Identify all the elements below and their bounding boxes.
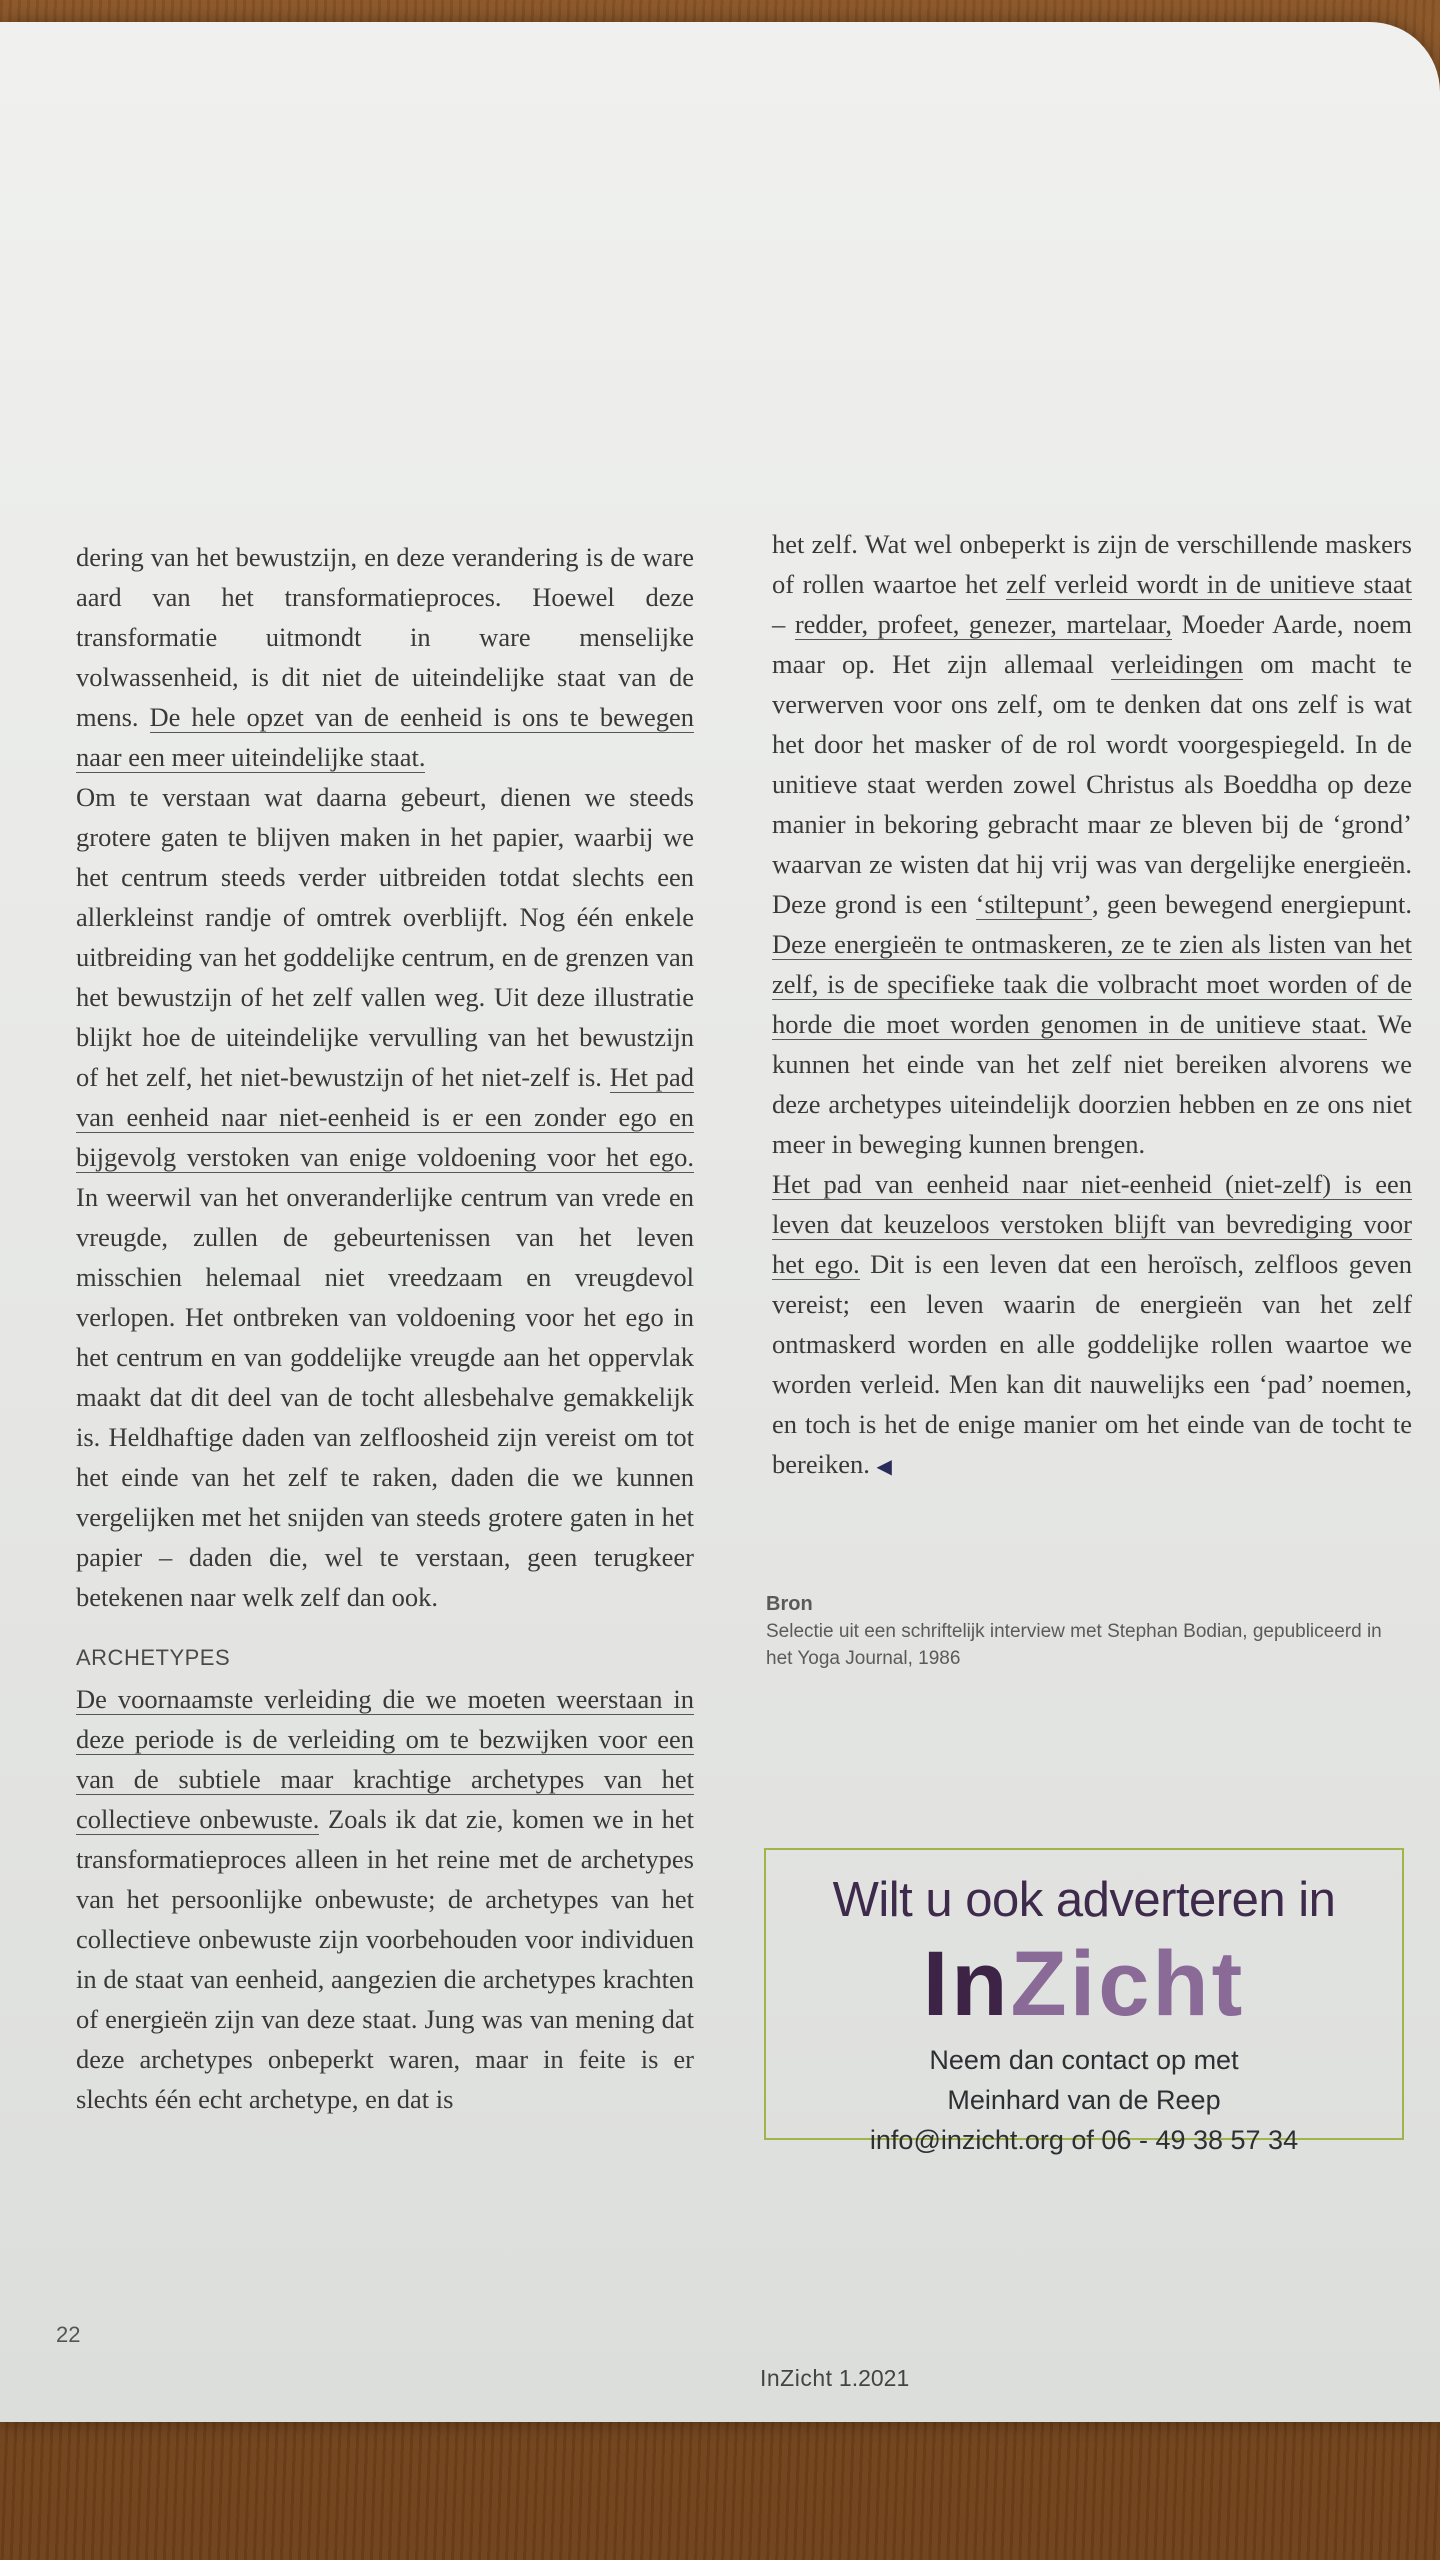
ad-contact (766, 2040, 1402, 2160)
text: – (772, 609, 795, 639)
right-column (772, 524, 1412, 1487)
text: We kunnen het einde van het zelf niet bereiken alvorens we deze archetypes uiteindelijk doorzien hebben en ze ons niet meer in beweging kunnen brengen. (772, 1009, 1412, 1159)
underlined-text: Het pad van eenheid naar niet-eenheid is er een zonder ego en bijgevolg verstoken van enige voldoening voor het ego. (76, 1062, 694, 1172)
ad-contact-name: Meinhard van de Reep (947, 2085, 1221, 2115)
source-text: Selectie uit een schriftelijk interview met Stephan Bodian, gepubliceerd in het Yoga Journal, 1986 (766, 1621, 1382, 1669)
text: Zoals ik dat zie, komen we in het transformatieproces alleen in het reine met de archetypes van het persoonlijke onbewuste; de archetypes van het collectieve onbewuste zijn voorbehouden voor individuen in de staat van eenheid, aangezien die archetypes krachten of energieën zijn van deze staat. Jung was van mening dat deze archetypes onbeperkt waren, maar in feite is er slechts één echt archetype, en dat is (76, 1804, 694, 2114)
text: dering van het bewustzijn, en deze verandering is de ware aard van het transformatieproces. Hoewel deze transformatie uitmondt in ware menselijke volwassenheid, is dit niet de uiteindelijke staat van de mens. (76, 542, 694, 732)
text: In weerwil van het onveranderlijke centrum van vrede en vreugde, zullen de gebeurtenissen van het leven misschien helemaal niet vreedzaam en vreugdevol verlopen. Het ontbreken van voldoening voor het ego in het centrum en van goddelijke vreugde aan het oppervlak maakt dat dit deel van de tocht allesbehalve gemakkelijk is. Heldhaftige daden van zelfloosheid zijn vereist om tot het einde van het zelf te raken, daden die we kunnen vergelijken met het snijden van steeds grotere gaten in het papier – daden die, wel te verstaan, geen terugkeer betekenen naar welk zelf dan ook. (76, 1182, 694, 1612)
text: om macht te verwerven voor ons zelf, om te denken dat ons zelf is wat het door het masker of de rol wordt voorgespiegeld. In de unitieve staat werden zowel Christus als Boeddha op deze manier in bekoring gebracht maar ze bleven bij de ‘grond’ waarvan ze wisten dat hij vrij was van dergelijke energieën. Deze grond is een (772, 649, 1412, 919)
page-number: 22 (56, 2322, 81, 2347)
paragraph (772, 524, 1412, 1164)
end-mark-icon: ◀ (876, 1456, 892, 1478)
footer-issue-number: 1.2021 (838, 2365, 910, 2391)
underlined-text: redder, profeet, genezer, martelaar, (794, 609, 1173, 639)
ad-headline: Wilt u ook adverteren in (832, 1873, 1336, 1927)
brand-logo (766, 1934, 1402, 2034)
text: Om te verstaan wat daarna gebeurt, dienen we steeds grotere gaten te blijven maken in het papier, waarbij we het centrum steeds verder uitbreiden totdat slechts een allerkleinst randje of omtrek overblijft. Nog één enkele uitbreiding van het goddelijke centrum, en de grenzen van het bewustzijn of het zelf vallen weg. Uit deze illustratie blijkt hoe de uiteindelijke vervulling van het bewustzijn of het zelf, het niet-bewustzijn of het niet-zelf is. (76, 782, 694, 1092)
footer-magazine: InZicht (760, 2365, 833, 2391)
text: het zelf. Wat wel onbeperkt is zijn de verschillende maskers of rollen waartoe het (772, 529, 1412, 599)
brand-logo-part: Zicht (1010, 1933, 1246, 2035)
underlined-text: De hele opzet van de eenheid is ons te bewegen naar een meer uiteindelijke staat. (76, 702, 695, 772)
underlined-text: verleidingen (1110, 649, 1244, 679)
footer-issue (760, 2365, 909, 2392)
paragraph (76, 777, 694, 1617)
section-heading: ARCHETYPES (76, 1645, 231, 1670)
underlined-text: Deze energieën te ontmaskeren, ze te zien als listen van het zelf, is de specifieke taak die volbracht moet worden of de horde die moet worden genomen in de unitieve staat. (772, 929, 1412, 1039)
source-credit (766, 1590, 1386, 1672)
underlined-text: zelf verleid wordt in de unitieve staat (1006, 569, 1412, 599)
underlined-text: Het pad van eenheid naar niet-eenheid (niet-zelf) is een leven dat keuzeloos verstoken blijft van bevrediging voor het ego. (772, 1169, 1412, 1279)
underlined-text: De voornaamste verleiding die we moeten weerstaan in deze periode is de verleiding om te bezwijken voor een van de subtiele maar krachtige archetypes van het collectieve onbewuste. (76, 1684, 694, 1834)
underlined-text: ‘stiltepunt’ (975, 889, 1092, 919)
magazine-page (0, 22, 1440, 2422)
left-column (76, 537, 694, 2119)
ad-contact-details: info@inzicht.org of 06 - 49 38 57 34 (869, 2125, 1299, 2155)
paragraph (76, 537, 694, 777)
text: , geen bewegend energiepunt. (1091, 889, 1412, 919)
source-title: Bron (766, 1593, 813, 1615)
paragraph (76, 1679, 694, 2119)
ad-line: Neem dan contact op met (929, 2045, 1239, 2075)
text: Moeder Aarde, noem maar op. Het zijn allemaal (772, 609, 1412, 679)
advertisement-box (764, 1848, 1404, 2155)
text: Dit is een leven dat een heroïsch, zelfloos geven vereist; een leven waarin de energieën van het zelf ontmaskerd worden en alle goddelijke rollen waartoe we worden verleid. Men kan dit nauwelijks een ‘pad’ noemen, en toch is het de enige manier om het einde van de tocht te bereiken. (772, 1249, 1413, 1479)
paragraph (772, 1164, 1412, 1487)
brand-logo-part: In (922, 1933, 1011, 2035)
